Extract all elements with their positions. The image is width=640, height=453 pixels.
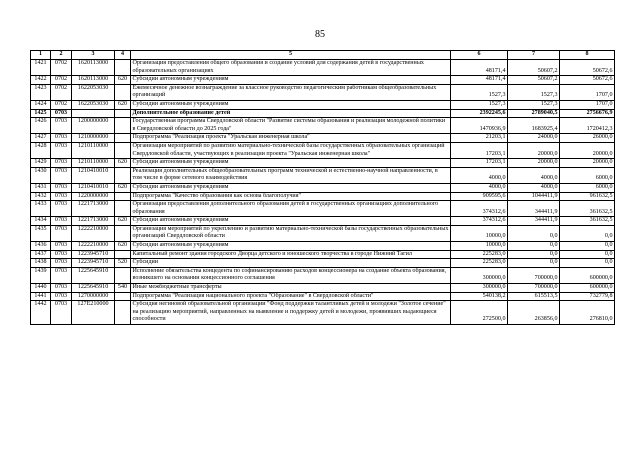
expense-type-code (115, 192, 131, 201)
table-row (31, 84, 615, 100)
section-code: 0703 (51, 109, 72, 118)
expense-type-code (115, 201, 131, 217)
target-article-code: 1210410010 (72, 167, 115, 183)
amount-year-2: 2789040,5 (508, 109, 560, 118)
section-code: 0703 (51, 183, 72, 192)
amount-year-2: 1683925,4 (508, 118, 560, 134)
amount-year-2: 50607,2 (508, 76, 560, 85)
table-row (31, 301, 615, 325)
header-cell: 5 (131, 51, 451, 60)
section-code: 0703 (51, 250, 72, 259)
table-row (31, 250, 615, 259)
section-code: 0703 (51, 159, 72, 168)
row-number: 1422 (31, 76, 51, 85)
expense-type-code: 620 (115, 76, 131, 85)
amount-year-2: 1044411,9 (508, 192, 560, 201)
row-number: 1429 (31, 159, 51, 168)
row-number: 1430 (31, 167, 51, 183)
row-number: 1442 (31, 301, 51, 325)
target-article-code: 1620113000 (72, 76, 115, 85)
table-row (31, 159, 615, 168)
amount-year-3: 20000,0 (560, 142, 615, 158)
table-row (31, 225, 615, 241)
expense-type-code (115, 250, 131, 259)
table-row (31, 100, 615, 109)
expense-type-code: 620 (115, 159, 131, 168)
section-code: 0703 (51, 284, 72, 293)
target-article-code: 1622053030 (72, 84, 115, 100)
amount-year-1: 17203,1 (451, 142, 508, 158)
row-number: 1424 (31, 100, 51, 109)
section-code: 0703 (51, 118, 72, 134)
amount-year-3: 0,0 (560, 242, 615, 251)
amount-year-1: 48171,4 (451, 60, 508, 76)
amount-year-3: 50672,6 (560, 76, 615, 85)
amount-year-1: 17203,1 (451, 159, 508, 168)
amount-year-2: 4000,0 (508, 167, 560, 183)
amount-year-2: 263856,0 (508, 301, 560, 325)
amount-year-1: 374312,6 (451, 217, 508, 226)
row-description: Дополнительное образование детей (131, 109, 451, 118)
table-row (31, 259, 615, 268)
row-description: Субсидии автономным учреждениям (131, 242, 451, 251)
row-description: Субсидии автономным учреждениям (131, 100, 451, 109)
budget-table (30, 50, 615, 325)
amount-year-2: 700000,0 (508, 267, 560, 283)
row-number: 1437 (31, 250, 51, 259)
row-number: 1425 (31, 109, 51, 118)
section-code: 0703 (51, 259, 72, 268)
row-description: Субсидии автономным учреждениям (131, 217, 451, 226)
expense-type-code (115, 167, 131, 183)
amount-year-2: 20000,0 (508, 142, 560, 158)
table-row (31, 167, 615, 183)
amount-year-1: 4000,0 (451, 167, 508, 183)
amount-year-3: 1707,0 (560, 84, 615, 100)
target-article-code: 1222210000 (72, 225, 115, 241)
target-article-code: 1210110000 (72, 159, 115, 168)
section-code: 0702 (51, 100, 72, 109)
row-description: Организация предоставления дополнительного образования детей в государственных организациях дополнительного образования (131, 201, 451, 217)
section-code: 0703 (51, 292, 72, 301)
row-number: 1439 (31, 267, 51, 283)
amount-year-1: 4000,0 (451, 183, 508, 192)
table-row (31, 217, 615, 226)
target-article-code: 1223945710 (72, 259, 115, 268)
amount-year-3: 2756676,9 (560, 109, 615, 118)
amount-year-1: 540138,2 (451, 292, 508, 301)
amount-year-1: 10000,0 (451, 225, 508, 241)
row-number: 1434 (31, 217, 51, 226)
row-number: 1423 (31, 84, 51, 100)
target-article-code: 1221713000 (72, 201, 115, 217)
row-description: Организация мероприятий по развитию материально-технической базы государственных образовательных организаций Свердловской области, участвующих в реализации проекта "Уральская инженерная школа" (131, 142, 451, 158)
amount-year-1: 374312,6 (451, 201, 508, 217)
amount-year-3: 361632,5 (560, 217, 615, 226)
row-description: Субсидии автономным учреждениям (131, 183, 451, 192)
row-number: 1435 (31, 225, 51, 241)
row-number: 1421 (31, 60, 51, 76)
row-number: 1427 (31, 134, 51, 143)
table-row (31, 292, 615, 301)
section-code: 0703 (51, 225, 72, 241)
amount-year-2: 344411,9 (508, 201, 560, 217)
header-cell: 4 (115, 51, 131, 60)
expense-type-code: 540 (115, 284, 131, 293)
target-article-code: 127E210000 (72, 301, 115, 325)
row-description: Капитальный ремонт здания городского Дворца детского и юношеского творчества в городе Нижний Тагил (131, 250, 451, 259)
section-code: 0703 (51, 167, 72, 183)
expense-type-code (115, 267, 131, 283)
amount-year-3: 1707,0 (560, 100, 615, 109)
header-cell: 8 (560, 51, 615, 60)
amount-year-2: 4000,0 (508, 183, 560, 192)
header-cell: 7 (508, 51, 560, 60)
row-description: Ежемесячное денежное вознаграждение за классное руководство педагогическим работникам общеобразовательных организаций (131, 84, 451, 100)
header-row (31, 51, 615, 60)
amount-year-1: 2392245,6 (451, 109, 508, 118)
row-description: Организация мероприятий по укреплению и развитию материально-технической базы государственных образовательных организаций Свердловской области (131, 225, 451, 241)
row-number: 1438 (31, 259, 51, 268)
amount-year-3: 0,0 (560, 225, 615, 241)
amount-year-1: 1527,3 (451, 84, 508, 100)
target-article-code: 1220000000 (72, 192, 115, 201)
expense-type-code: 620 (115, 242, 131, 251)
target-article-code: 1620113000 (72, 60, 115, 76)
amount-year-2: 0,0 (508, 225, 560, 241)
amount-year-1: 300000,0 (451, 267, 508, 283)
row-number: 1441 (31, 292, 51, 301)
amount-year-1: 1470936,9 (451, 118, 508, 134)
amount-year-2: 1527,3 (508, 100, 560, 109)
amount-year-3: 1720412,3 (560, 118, 615, 134)
target-article-code: 1225645910 (72, 267, 115, 283)
target-article-code: 1210110000 (72, 142, 115, 158)
amount-year-2: 344411,9 (508, 217, 560, 226)
row-description: Организация предоставления общего образования и создание условий для содержания детей в государственных образовательных организациях (131, 60, 451, 76)
target-article-code: 1222210000 (72, 242, 115, 251)
amount-year-1: 10000,0 (451, 242, 508, 251)
target-article-code (72, 109, 115, 118)
header-cell: 6 (451, 51, 508, 60)
section-code: 0703 (51, 301, 72, 325)
expense-type-code: 620 (115, 217, 131, 226)
target-article-code: 1221713000 (72, 217, 115, 226)
table-row (31, 60, 615, 76)
expense-type-code: 620 (115, 100, 131, 109)
section-code: 0703 (51, 134, 72, 143)
row-description: Субсидия негиновой образовательной организации "Фонд поддержки талантливых детей и молодежи "Золотое сечение" на реализацию мероприятий, направленных на выявление и поддержку детей и молодежи, проявивших выдающиеся способности (131, 301, 451, 325)
amount-year-3: 0,0 (560, 250, 615, 259)
amount-year-1: 225283,0 (451, 259, 508, 268)
amount-year-3: 732779,8 (560, 292, 615, 301)
target-article-code: 1225645910 (72, 284, 115, 293)
amount-year-2: 0,0 (508, 250, 560, 259)
expense-type-code (115, 301, 131, 325)
row-description: Подпрограмма "Реализация проекта "Уральская инженерная школа" (131, 134, 451, 143)
amount-year-3: 361632,5 (560, 201, 615, 217)
table-row (31, 267, 615, 283)
amount-year-2: 24000,0 (508, 134, 560, 143)
section-code: 0703 (51, 217, 72, 226)
target-article-code: 1223945710 (72, 250, 115, 259)
expense-type-code (115, 292, 131, 301)
table-row (31, 183, 615, 192)
row-description: Реализация дополнительных общеобразовательных программ технической и естественно-научной направленности, в том числе в форме сетевого взаимодействия (131, 167, 451, 183)
amount-year-1: 225283,0 (451, 250, 508, 259)
amount-year-3: 26000,0 (560, 134, 615, 143)
row-description: Субсидии автономным учреждениям (131, 76, 451, 85)
table-row (31, 118, 615, 134)
table-body (31, 60, 615, 325)
amount-year-2: 0,0 (508, 242, 560, 251)
row-number: 1428 (31, 142, 51, 158)
expense-type-code (115, 118, 131, 134)
row-description: Подпрограмма "Реализация национального проекта "Образование" в Свердловской области" (131, 292, 451, 301)
row-number: 1433 (31, 201, 51, 217)
expense-type-code (115, 225, 131, 241)
row-description: Исполнение обязательства концедента по софинансированию расходов концессионера на создание объекта образования, возникшего на основании концессионного соглашения (131, 267, 451, 283)
section-code: 0703 (51, 142, 72, 158)
amount-year-2: 50607,2 (508, 60, 560, 76)
row-number: 1436 (31, 242, 51, 251)
amount-year-3: 961632,5 (560, 192, 615, 201)
table-row (31, 242, 615, 251)
section-code: 0702 (51, 60, 72, 76)
target-article-code: 1200000000 (72, 118, 115, 134)
amount-year-3: 20000,0 (560, 159, 615, 168)
table-row (31, 76, 615, 85)
row-description: Субсидии автономным учреждениям (131, 159, 451, 168)
section-code: 0703 (51, 201, 72, 217)
expense-type-code: 520 (115, 259, 131, 268)
amount-year-2: 615513,5 (508, 292, 560, 301)
header-cell: 1 (31, 51, 51, 60)
row-description: Субсидии (131, 259, 451, 268)
page-number: 85 (315, 29, 325, 40)
target-article-code: 1210000000 (72, 134, 115, 143)
expense-type-code (115, 84, 131, 100)
amount-year-3: 276810,0 (560, 301, 615, 325)
table-row (31, 134, 615, 143)
expense-type-code (115, 109, 131, 118)
target-article-code: 1622053030 (72, 100, 115, 109)
amount-year-2: 0,0 (508, 259, 560, 268)
amount-year-1: 909595,6 (451, 192, 508, 201)
target-article-code: 1270000000 (72, 292, 115, 301)
amount-year-1: 48171,4 (451, 76, 508, 85)
amount-year-3: 50672,6 (560, 60, 615, 76)
table-row (31, 284, 615, 293)
row-description: Иные межбюджетные трансферты (131, 284, 451, 293)
amount-year-3: 0,0 (560, 259, 615, 268)
amount-year-3: 600000,0 (560, 284, 615, 293)
table-row (31, 192, 615, 201)
amount-year-1: 272500,0 (451, 301, 508, 325)
section-code: 0702 (51, 76, 72, 85)
row-number: 1440 (31, 284, 51, 293)
amount-year-3: 600000,0 (560, 267, 615, 283)
amount-year-3: 6000,0 (560, 167, 615, 183)
expense-type-code (115, 134, 131, 143)
expense-type-code (115, 142, 131, 158)
amount-year-3: 6000,0 (560, 183, 615, 192)
row-number: 1431 (31, 183, 51, 192)
amount-year-1: 21203,1 (451, 134, 508, 143)
expense-type-code: 620 (115, 183, 131, 192)
row-description: Подпрограмма "Качество образования как основа благополучия" (131, 192, 451, 201)
section-code: 0702 (51, 84, 72, 100)
header-cell: 2 (51, 51, 72, 60)
section-code: 0703 (51, 267, 72, 283)
row-number: 1432 (31, 192, 51, 201)
amount-year-2: 20000,0 (508, 159, 560, 168)
row-description: Государственная программа Свердловской области "Развитие системы образования и реализация молодежной политики в Свердловской области до 2025 года" (131, 118, 451, 134)
header-cell: 3 (72, 51, 115, 60)
amount-year-2: 1527,3 (508, 84, 560, 100)
section-code: 0703 (51, 192, 72, 201)
table-row (31, 142, 615, 158)
amount-year-1: 300000,0 (451, 284, 508, 293)
target-article-code: 1210410010 (72, 183, 115, 192)
amount-year-1: 1527,3 (451, 100, 508, 109)
table-row (31, 201, 615, 217)
section-code: 0703 (51, 242, 72, 251)
amount-year-2: 700000,0 (508, 284, 560, 293)
expense-type-code (115, 60, 131, 76)
row-number: 1426 (31, 118, 51, 134)
table-row (31, 109, 615, 118)
